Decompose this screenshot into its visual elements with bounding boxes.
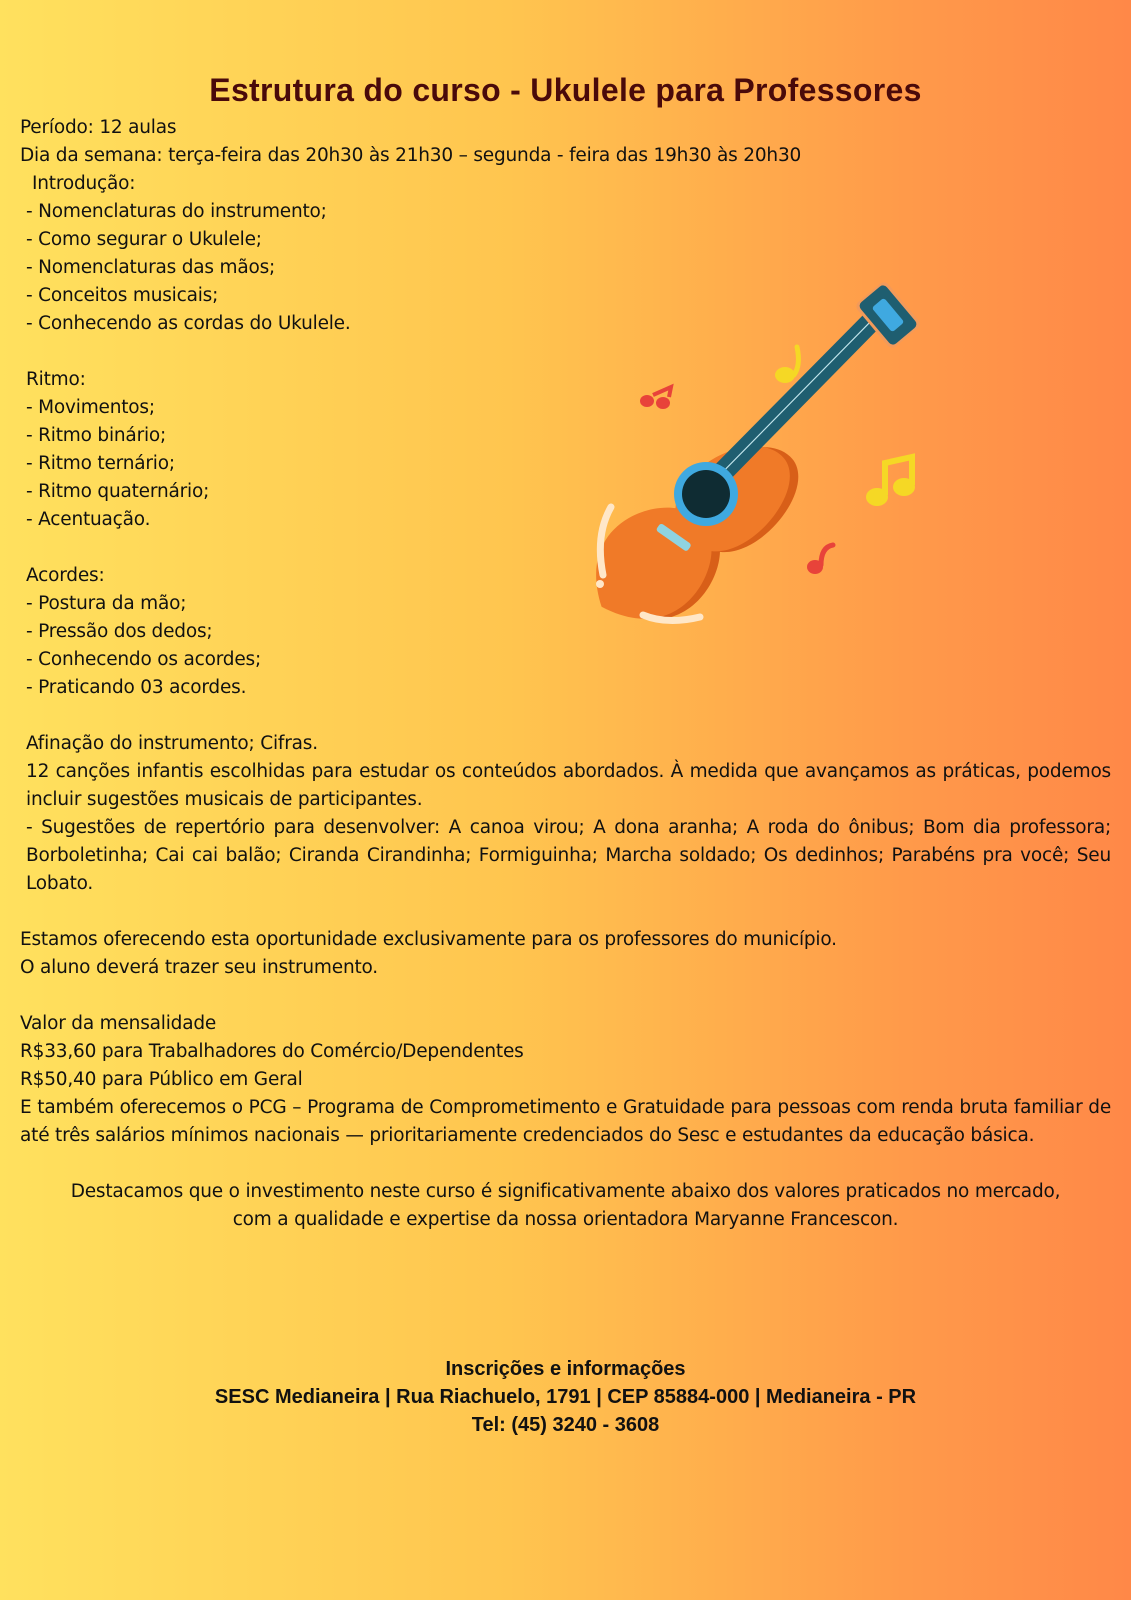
list-item: - Como segurar o Ukulele; [26,229,262,250]
list-item: - Ritmo ternário; [26,453,175,474]
fee-public: R$50,40 para Público em Geral [20,1069,303,1090]
list-item: - Conceitos musicais; [26,285,219,306]
footer-contact [0,1355,1131,1439]
ukulele-with-music-notes-icon [575,275,945,655]
schedule-text: Dia da semana: terça-feira das 20h30 às 21h30 – segunda - feira das 19h30 às 20h30 [20,145,802,166]
instrument-text: O aluno deverá trazer seu instrumento. [20,957,378,978]
highlight-line-1: Destacamos que o investimento neste curso é significativamente abaixo dos valores praticados no mercado, [70,1181,1061,1202]
chords-heading: Acordes: [26,565,105,586]
songs-text: 12 canções infantis escolhidas para estudar os conteúdos abordados. À medida que avançamos as práticas, podemos incluir sugestões musicais de participantes. [26,761,1111,810]
opportunity-text: Estamos oferecendo esta oportunidade exclusivamente para os professores do município. [20,929,837,950]
list-item: - Ritmo binário; [26,425,167,446]
list-item: - Nomenclaturas das mãos; [26,257,276,278]
list-item: - Ritmo quaternário; [26,481,210,502]
repertoire-text: - Sugestões de repertório para desenvolver: A canoa virou; A dona aranha; A roda do ônibus; Bom dia professora; Borboletinha; Cai cai balão; Ciranda Cirandinha; Formiguinha; Marcha soldado; Os dedinhos; Parabéns pra você; Seu Lobato. [26,817,1111,894]
course-content [20,114,1111,1234]
footer-heading: Inscrições e informações [445,1358,686,1380]
fee-heading: Valor da mensalidade [20,1013,217,1034]
footer-address: SESC Medianeira | Rua Riachuelo, 1791 | CEP 85884-000 | Medianeira - PR [214,1386,917,1408]
music-note-icon [866,457,915,506]
list-item: - Conhecendo as cordas do Ukulele. [26,313,351,334]
fee-commerce: R$33,60 para Trabalhadores do Comércio/Dependentes [20,1041,524,1062]
rhythm-heading: Ritmo: [26,369,86,390]
list-item: - Praticando 03 acordes. [26,677,247,698]
list-item: - Postura da mão; [26,593,187,614]
highlight-line-2: com a qualidade e expertise da nossa orientadora Maryanne Francescon. [232,1209,899,1230]
pcg-text: E também oferecemos o PCG – Programa de Comprometimento e Gratuidade para pessoas com renda bruta familiar de até três salários mínimos nacionais — prioritariamente credenciados do Sesc e estudantes da educação básica. [20,1097,1111,1146]
tuning-text: Afinação do instrumento; Cifras. [26,733,318,754]
music-note-icon [775,347,798,383]
list-item: - Acentuação. [26,509,151,530]
list-item: - Pressão dos dedos; [26,621,213,642]
music-note-icon [807,545,833,574]
music-note-icon [640,387,671,409]
period-text: Período: 12 aulas [20,117,177,138]
list-item: - Movimentos; [26,397,155,418]
intro-heading: Introdução: [32,173,136,194]
page-title: Estrutura do curso - Ukulele para Professores [209,72,922,108]
list-item: - Nomenclaturas do instrumento; [26,201,327,222]
list-item: - Conhecendo os acordes; [26,649,261,670]
footer-phone: Tel: (45) 3240 - 3608 [471,1414,660,1436]
